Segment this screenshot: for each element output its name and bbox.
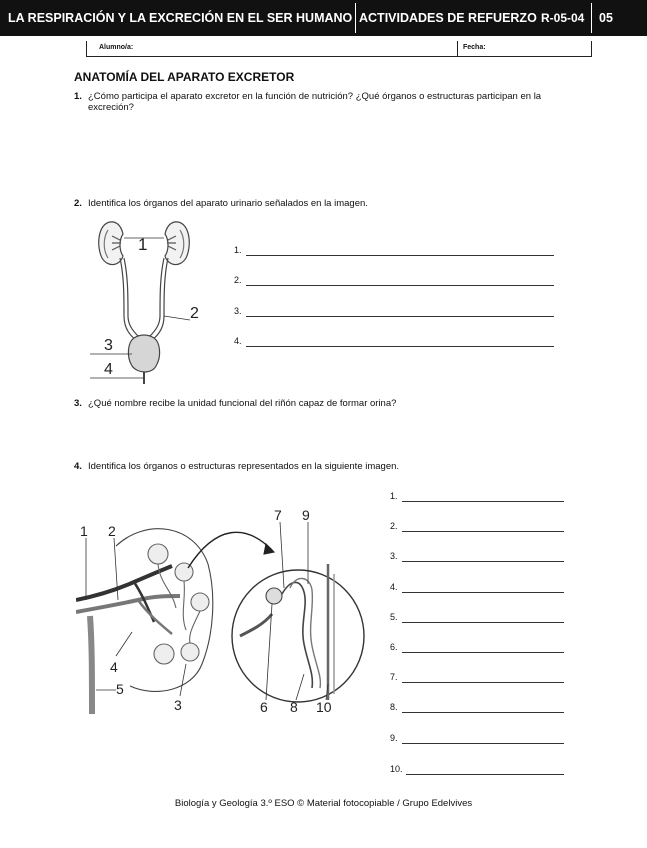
answer-line <box>246 285 554 286</box>
figure-label: 4 <box>104 361 113 378</box>
answer-line <box>402 592 564 593</box>
answer-line <box>402 712 564 713</box>
answer-line <box>246 255 554 256</box>
answer-line <box>402 501 564 502</box>
student-name-label: Alumno/a: <box>99 44 134 51</box>
page-footer: Biología y Geología 3.º ESO © Material fotocopiable / Grupo Edelvives <box>174 798 473 809</box>
figure-label: 1 <box>138 235 148 254</box>
answer-line <box>402 743 564 744</box>
figure-label: 3 <box>174 697 182 713</box>
date-label: Fecha: <box>463 44 486 51</box>
answer-line <box>406 774 564 775</box>
blank-number: 10. <box>390 764 403 774</box>
figure-label: 1 <box>80 523 88 539</box>
blank-number: 5. <box>390 612 398 622</box>
answer-line <box>402 622 564 623</box>
question-text: ¿Cómo participa el aparato excretor en la función de nutrición? ¿Qué órganos o estructuras participan en la excreción? <box>88 91 542 113</box>
question-number: 4. <box>74 461 82 472</box>
blank-number: 3. <box>390 551 398 561</box>
figure-label: 6 <box>260 699 268 715</box>
question-text: ¿Qué nombre recibe la unidad funcional del riñón capaz de formar orina? <box>88 398 397 409</box>
ureter <box>90 616 92 714</box>
nephron-zoom <box>232 570 364 702</box>
bladder <box>128 335 159 372</box>
header-divider <box>355 3 356 33</box>
figure-label: 3 <box>104 337 113 354</box>
blank-number: 3. <box>234 306 242 316</box>
bowman-capsule <box>266 588 282 604</box>
figure-label: 10 <box>316 699 332 715</box>
question-text: Identifica los órganos del aparato urinario señalados en la imagen. <box>88 198 368 209</box>
blank-number: 8. <box>390 702 398 712</box>
answer-line <box>246 346 554 347</box>
answer-line <box>402 652 564 653</box>
figure-label: 5 <box>116 681 124 697</box>
question-text: Identifica los órganos o estructuras representados en la siguiente imagen. <box>88 461 400 472</box>
blank-number: 4. <box>234 336 242 346</box>
blank-number: 7. <box>390 672 398 682</box>
figure-label: 8 <box>290 699 298 715</box>
question-number: 3. <box>74 398 82 409</box>
blank-number: 4. <box>390 582 398 592</box>
answer-line <box>402 561 564 562</box>
blank-number: 6. <box>390 642 398 652</box>
blank-number: 2. <box>234 275 242 285</box>
student-info-bar <box>86 41 592 57</box>
figure-label: 2 <box>108 523 116 539</box>
figure-label: 4 <box>110 659 118 675</box>
blank-number: 2. <box>390 521 398 531</box>
figure-label: 7 <box>274 507 282 523</box>
answer-line <box>402 531 564 532</box>
figure-label: 9 <box>302 507 310 523</box>
worksheet-title: LA RESPIRACIÓN Y LA EXCRECIÓN EN EL SER HUMANO <box>8 11 353 25</box>
question-number: 2. <box>74 198 82 209</box>
blank-number: 9. <box>390 733 398 743</box>
figure-label: 2 <box>190 305 199 322</box>
blank-number: 1. <box>390 491 398 501</box>
section-title: ANATOMÍA DEL APARATO EXCRETOR <box>74 70 295 84</box>
worksheet-code: R-05-04 <box>541 11 585 25</box>
worksheet-section: ACTIVIDADES DE REFUERZO <box>359 11 537 25</box>
blank-number: 1. <box>234 245 242 255</box>
kidney-nephron-figure <box>76 504 376 716</box>
urinary-system-figure <box>90 216 210 388</box>
header-divider <box>591 3 592 33</box>
student-bar-divider <box>457 41 458 56</box>
page-header <box>0 0 647 36</box>
page-number: 05 <box>599 11 613 25</box>
question-number: 1. <box>74 91 82 102</box>
answer-line <box>246 316 554 317</box>
answer-line <box>402 682 564 683</box>
